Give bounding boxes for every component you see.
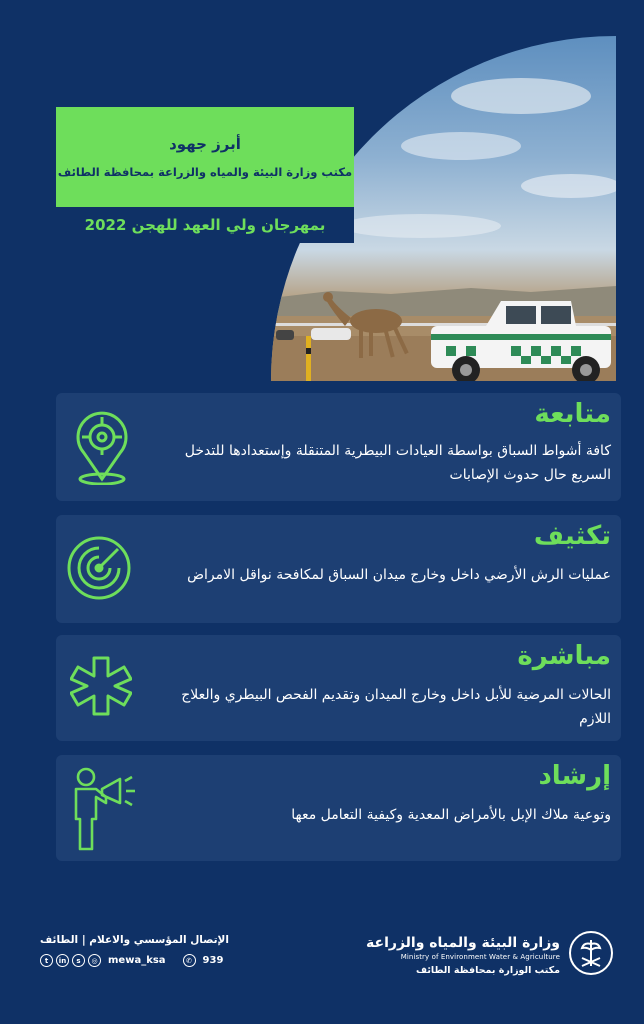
section-card-guidance [56,755,621,861]
header-title-box [56,107,354,207]
twitter-icon[interactable]: t [40,954,53,967]
social-handle[interactable]: mewa_ksa [108,955,166,966]
ministry-emblem-icon [568,930,614,980]
phone-number[interactable]: 939 [202,955,224,966]
ministry-name-ar: وزارة البيئة والمياه والزراعة [366,934,560,951]
header-office: مكتب وزارة البيئة والمياه والزراعة بمحافظة الطائف [57,165,353,179]
radar-icon [66,535,132,605]
medical-star-icon [70,655,132,721]
header-event: بمهرجان ولي العهد للهجن 2022 [56,207,354,243]
section-text: كافة أشواط السباق بواسطة العيادات البيطرية المتنقلة وإستعدادها للتدخل السريع حال حدوث الإصابات [184,443,611,483]
header-title: أبرز جهود [169,135,241,153]
section-text: الحالات المرضية للأبل داخل وخارج الميدان وتقديم الفحص البيطري والعلاج اللازم [181,687,611,727]
footer-contact [40,934,229,967]
footer-department: الإتصال المؤسسي والاعلام | الطائف [40,934,229,946]
section-card-direct [56,635,621,741]
linkedin-icon[interactable]: in [56,954,69,967]
section-card-intensify [56,515,621,623]
ministry-name-en: Ministry of Environment Water & Agriculture [400,952,560,961]
section-title: متابعة [534,399,611,429]
ministry-logo-block [366,930,614,980]
section-title: مباشرة [517,641,611,671]
section-title: إرشاد [538,761,611,791]
instagram-icon[interactable]: ◎ [88,954,101,967]
location-target-icon [72,409,132,489]
phone-icon: ✆ [183,954,196,967]
section-title: تكثيف [533,521,611,551]
section-text: وتوعية ملاك الإبل بالأمراض المعدية وكيفية التعامل معها [291,807,611,823]
snapchat-icon[interactable]: s [72,954,85,967]
ministry-office: مكتب الوزارة بمحافظة الطائف [416,964,560,976]
megaphone-person-icon [72,767,142,857]
section-card-follow-up [56,393,621,501]
section-text: عمليات الرش الأرضي داخل وخارج ميدان السباق لمكافحة نواقل الامراض [187,567,611,583]
